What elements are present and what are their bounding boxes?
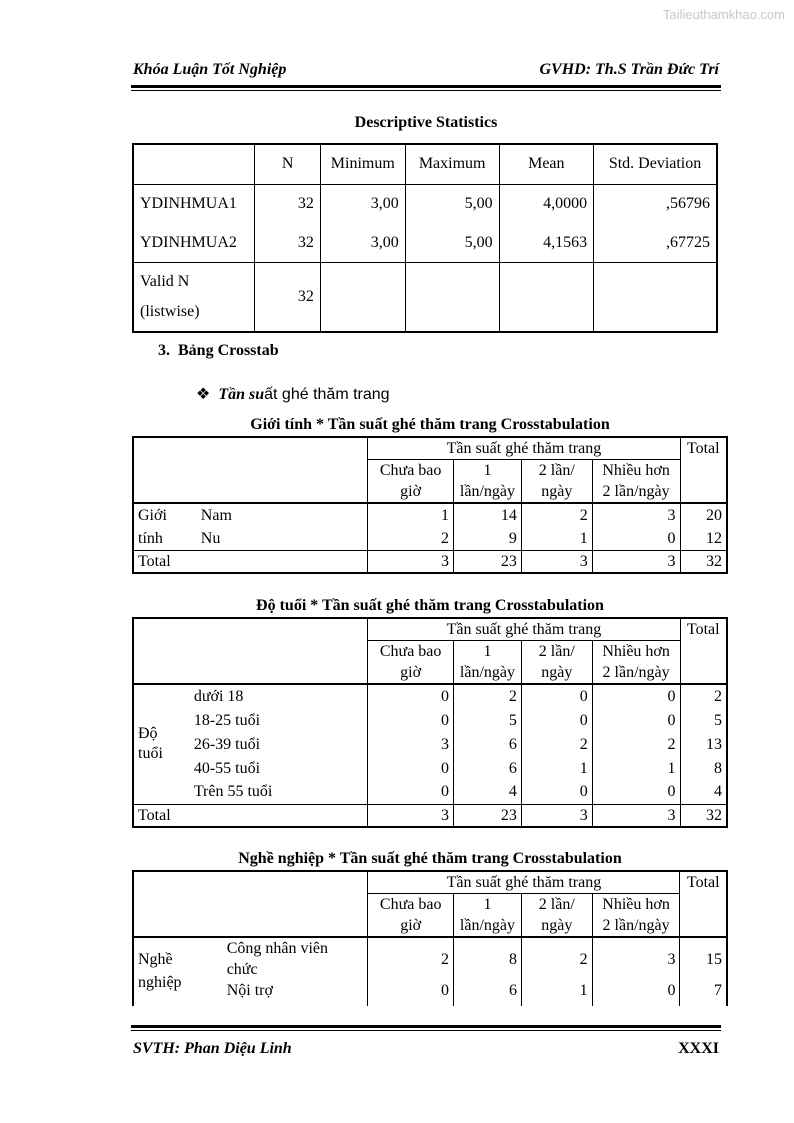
- footer-rule: [131, 1025, 721, 1031]
- crosstab-job-title: Nghề nghiệp * Tần suất ghé thăm trang Crosstabulation: [238, 850, 622, 867]
- table-row: Nu 2 9 1 0 12: [133, 527, 727, 550]
- bullet-icon: ❖: [196, 386, 211, 403]
- subsection-heading: ❖ Tần suất ghé thăm trang: [196, 386, 390, 403]
- table-row: Total 3 23 3 3 32: [133, 551, 727, 574]
- crosstab-age-table: Tần suất ghé thăm trang Total Chưa bao giờ 1 lần/ngày 2 lần/ ngày Nhiều hơn 2 lần/ngày Độ tuổi dưới 18 0 2 0 0 2 18-25 tuổi 0 5 0 0 5 26-39 tuổi 3 6 2 2 13 40-55 tuổi 0 6 1 1 8 Trên 55 tuổi 0 4 0 0 4 Total 3 23 3 3 32: [132, 617, 728, 828]
- table-row: Giới tính Nam 1 14 2 3 20: [133, 503, 727, 527]
- table-row: Nội trợ 0 6 1 0 7: [133, 980, 727, 1006]
- table-row: YDINHMUA2 32 3,00 5,00 4,1563 ,67725: [133, 224, 717, 262]
- table-row: YDINHMUA1 32 3,00 5,00 4,0000 ,56796: [133, 184, 717, 224]
- crosstab-age-title: Độ tuổi * Tần suất ghé thăm trang Crosstabulation: [256, 597, 604, 614]
- header-rule: [131, 85, 721, 91]
- descriptive-title: Descriptive Statistics: [354, 114, 498, 131]
- table-row: Độ tuổi dưới 18 0 2 0 0 2: [133, 684, 727, 708]
- table-header-row: N Minimum Maximum Mean Std. Deviation: [133, 144, 717, 184]
- table-row: 26-39 tuổi 3 6 2 2 13: [133, 732, 727, 756]
- header-right: GVHD: Th.S Trần Đức Trí: [539, 61, 719, 78]
- table-row: 18-25 tuổi 0 5 0 0 5: [133, 708, 727, 732]
- footer-left: SVTH: Phan Diệu Linh: [133, 1040, 292, 1057]
- table-row: Total 3 23 3 3 32: [133, 804, 727, 827]
- crosstab-job-table: Tần suất ghé thăm trang Total Chưa bao giờ 1 lần/ngày 2 lần/ ngày Nhiều hơn 2 lần/ngày Nghề nghiệp Công nhân viên chức 2 8 2 3 15 Nội trợ 0 6 1 0 7: [132, 870, 728, 1006]
- section-heading: 3. Bảng Crosstab: [158, 342, 279, 359]
- descriptive-table: [132, 143, 718, 333]
- table-row: Nghề nghiệp Công nhân viên chức 2 8 2 3 15: [133, 937, 727, 980]
- crosstab-gender-table: Tần suất ghé thăm trang Total Chưa bao giờ 1 lần/ngày 2 lần/ ngày Nhiều hơn 2 lần/ngày Giới tính Nam 1 14 2 3 20 Nu 2 9 1 0 12 Total 3 23 3 3 32: [132, 436, 728, 574]
- table-row: Trên 55 tuổi 0 4 0 0 4: [133, 780, 727, 804]
- header-left: Khóa Luận Tốt Nghiệp: [133, 61, 287, 78]
- watermark: Tailieuthamkhao.com: [662, 7, 785, 22]
- page-number: XXXI: [678, 1040, 719, 1057]
- table-row: 40-55 tuổi 0 6 1 1 8: [133, 756, 727, 780]
- crosstab-gender-title: Giới tính * Tần suất ghé thăm trang Crosstabulation: [250, 416, 610, 433]
- page-header: [133, 61, 719, 83]
- table-row: Valid N (listwise) 32: [133, 262, 717, 332]
